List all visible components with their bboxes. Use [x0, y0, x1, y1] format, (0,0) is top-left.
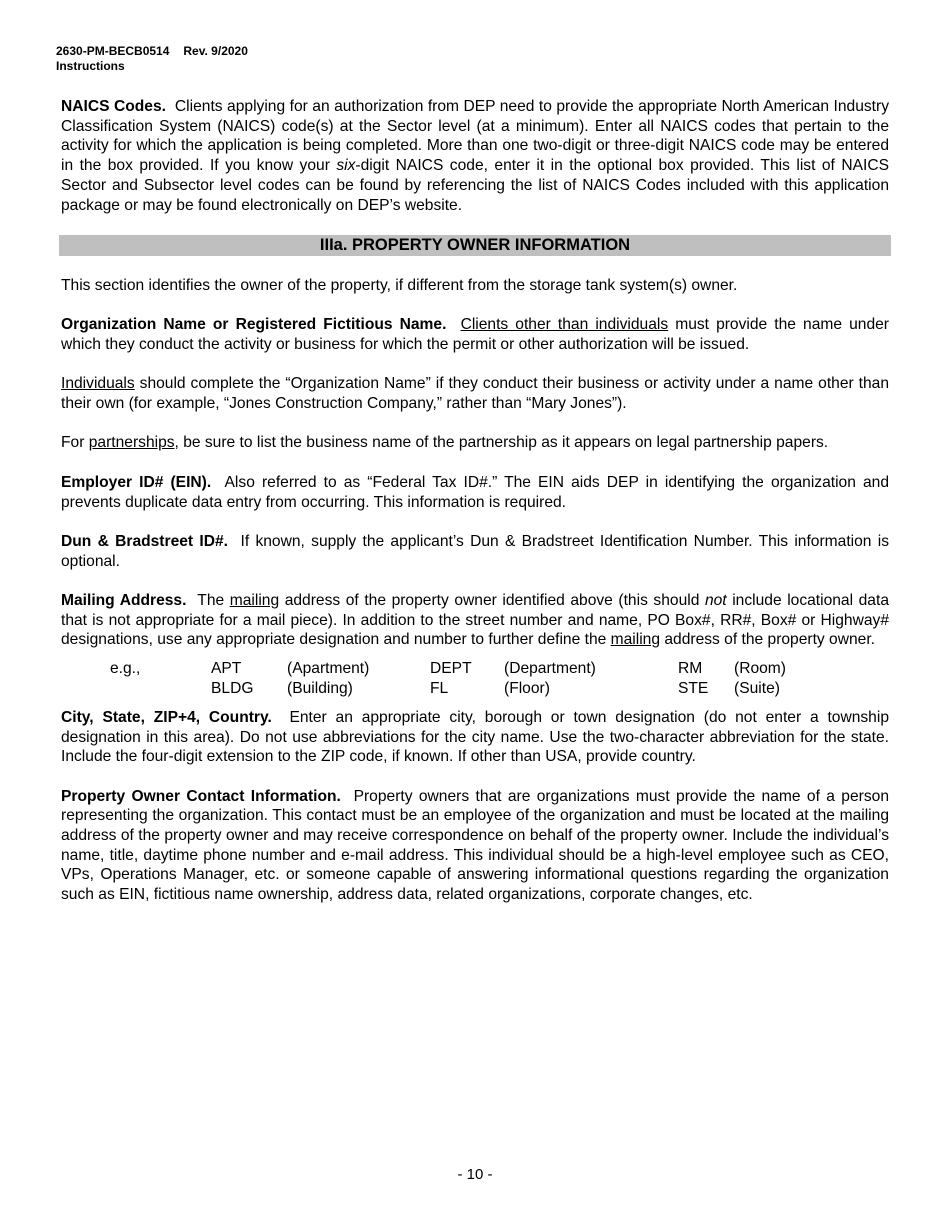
- mailing-paragraph: [61, 591, 889, 650]
- mailing-text-4: address of the property owner.: [660, 631, 876, 649]
- section-intro: This section identifies the owner of the property, if different from the storage tank system(s) owner.: [61, 276, 738, 294]
- naics-italic: six: [336, 157, 356, 175]
- org-name-underline: Clients other than individuals: [460, 316, 669, 334]
- example-row: [110, 659, 814, 680]
- partnerships-pre: For: [61, 434, 89, 452]
- dnb-paragraph: [61, 532, 889, 571]
- dnb-heading: Dun & Bradstreet ID#.: [61, 532, 228, 550]
- example-code: STE: [678, 680, 709, 698]
- dnb-text: If known, supply the applicant’s Dun & Bradstreet Identification Number. This information is optional.: [61, 532, 889, 570]
- form-header: [56, 44, 248, 74]
- example-meaning: (Department): [504, 659, 596, 677]
- city-text: Enter an appropriate city, borough or town designation (do not enter a township designation in this area). Do not use abbreviations for the city name. Use the two-character abbreviation for the state. Include the four-digit extension to the ZIP code, if known. If other than USA, provide country.: [61, 708, 889, 766]
- city-heading: City, State, ZIP+4, Country.: [61, 708, 272, 726]
- example-meaning: (Suite): [734, 680, 780, 698]
- individuals-paragraph: [61, 374, 889, 413]
- form-number: 2630-PM-BECB0514: [56, 44, 170, 58]
- individuals-underline: Individuals: [61, 375, 135, 393]
- example-row: [110, 679, 814, 700]
- example-label: e.g.,: [110, 659, 141, 677]
- ein-paragraph: [61, 473, 889, 512]
- mailing-text-2: address of the property owner identified above (this should: [279, 592, 705, 610]
- individuals-text: should complete the “Organization Name” if they conduct their business or activity under a name other than their own (for example, “Jones Construction Company,” rather than “Mary Jones”).: [61, 375, 889, 413]
- form-revision: Rev. 9/2020: [183, 44, 248, 58]
- mailing-text-3: include locational data that is not appropriate for a mail piece). In addition to the street number and name, PO Box#, RR#, Box# or Highway# designations, use any appropriate designation and number to further define the: [61, 592, 889, 649]
- address-designation-examples: [110, 659, 814, 700]
- example-meaning: (Building): [287, 680, 353, 698]
- ein-text: Also referred to as “Federal Tax ID#.” The EIN aids DEP in identifying the organization and prevents duplicate data entry from occurring. This information is required.: [61, 473, 889, 511]
- contact-text: Property owners that are organizations must provide the name of a person representing the organization. This contact must be an employee of the organization and must be located at the mailing address of the property owner and may receive correspondence on behalf of the property owner. Include the individual’s name, title, daytime phone number and e-mail address. This individual should be a high-level employee such as CEO, VPs, Operations Manager, etc. or someone capable of answering informational questions regarding the organization such as EIN, fictitious name ownership, address data, related organizations, corporate changes, etc.: [61, 787, 889, 904]
- partnerships-paragraph: [61, 433, 889, 453]
- instructions-body: [61, 97, 889, 925]
- contact-paragraph: [61, 787, 889, 905]
- ein-heading: Employer ID# (EIN).: [61, 473, 212, 491]
- example-meaning: (Apartment): [287, 659, 370, 677]
- mailing-underline-2: mailing: [610, 631, 661, 649]
- mailing-text-1: The: [197, 592, 230, 610]
- example-meaning: (Floor): [504, 680, 550, 698]
- org-name-paragraph: [61, 315, 889, 354]
- contact-heading: Property Owner Contact Information.: [61, 787, 341, 805]
- example-code: RM: [678, 659, 703, 677]
- partnerships-post: , be sure to list the business name of the partnership as it appears on legal partnership papers.: [174, 434, 829, 452]
- section-title-bar: IIIa. PROPERTY OWNER INFORMATION: [59, 235, 891, 256]
- page-number: - 10 -: [457, 1166, 493, 1183]
- mailing-italic: not: [704, 592, 727, 610]
- example-meaning: (Room): [734, 659, 786, 677]
- org-name-text: must provide the name under which they conduct the activity or business for which the permit or other authorization will be issued.: [61, 316, 889, 353]
- naics-text-1: Clients applying for an authorization from DEP need to provide the appropriate North American Industry Classification System (NAICS) code(s) at the Sector level (at a minimum). Enter all NAICS codes that pertain to the activity for which the application is being completed. More than one two-digit or three-digit NAICS code may be entered in the box provided. If you know your: [61, 98, 890, 175]
- example-code: FL: [430, 680, 449, 698]
- naics-paragraph: [61, 97, 889, 215]
- mailing-underline-1: mailing: [229, 592, 280, 610]
- example-code: BLDG: [211, 680, 254, 698]
- partnerships-underline: partnerships: [88, 434, 175, 452]
- mailing-heading: Mailing Address.: [61, 592, 187, 610]
- example-code: APT: [211, 659, 242, 677]
- naics-heading: NAICS Codes.: [61, 98, 166, 115]
- naics-text-2: -digit NAICS code, enter it in the optional box provided. This list of NAICS Sector and Subsector level codes can be found by referencing the list of NAICS Codes included with this application package or may be found electronically on DEP’s website.: [61, 157, 889, 214]
- org-name-heading: Organization Name or Registered Fictitious Name.: [61, 316, 447, 334]
- example-code: DEPT: [430, 659, 472, 677]
- city-paragraph: [61, 708, 889, 767]
- form-subtitle: Instructions: [56, 59, 125, 73]
